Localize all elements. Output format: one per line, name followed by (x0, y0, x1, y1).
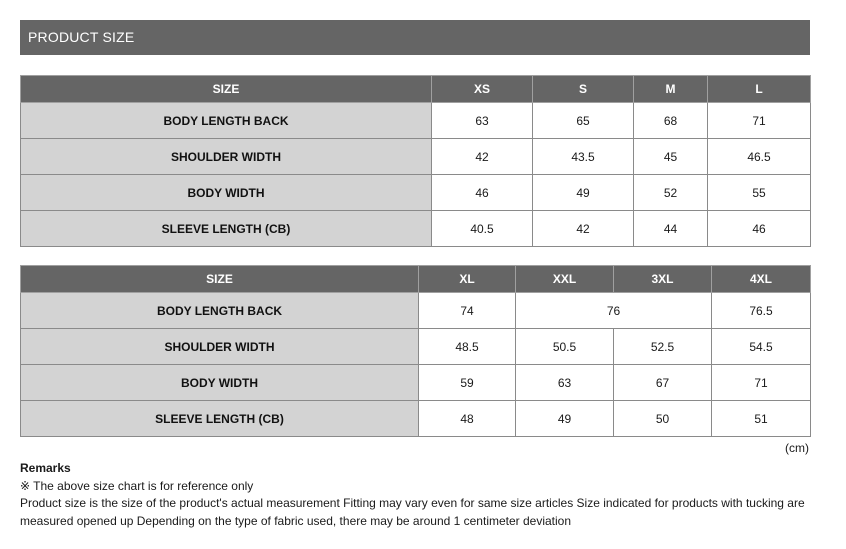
column-header-xxl: XXL (516, 266, 614, 293)
table-header-row (21, 266, 811, 293)
table-row (21, 329, 811, 365)
table-row (21, 401, 811, 437)
table-cell: 40.5 (432, 211, 533, 247)
table-cell: 59 (419, 365, 516, 401)
table-cell: 48.5 (419, 329, 516, 365)
table-cell: 49 (516, 401, 614, 437)
table-header-row (21, 76, 811, 103)
column-header-size: SIZE (21, 266, 419, 293)
column-header-xl: XL (419, 266, 516, 293)
remarks-title: Remarks (20, 461, 71, 475)
table-cell: 54.5 (712, 329, 811, 365)
table-cell: 50.5 (516, 329, 614, 365)
row-label: SHOULDER WIDTH (21, 139, 432, 175)
table-row (21, 103, 811, 139)
table-cell: 50 (614, 401, 712, 437)
size-table-xl-4xl (20, 265, 811, 437)
remarks-line: ※ The above size chart is for reference only (20, 478, 254, 493)
remarks-line: Product size is the size of the product's actual measurement Fitting may vary even for same size articles Size indicated for products with tucking are measured opened up Depending on the type of fabric used, there may be around 1 centimeter deviation (20, 496, 805, 528)
table-cell: 71 (712, 365, 811, 401)
column-header-4xl: 4XL (712, 266, 811, 293)
column-header-l: L (708, 76, 811, 103)
column-header-s: S (533, 76, 634, 103)
table-cell: 55 (708, 175, 811, 211)
row-label: BODY LENGTH BACK (21, 293, 419, 329)
table-row (21, 293, 811, 329)
row-label: BODY LENGTH BACK (21, 103, 432, 139)
table-row (21, 139, 811, 175)
table-cell: 43.5 (533, 139, 634, 175)
column-header-3xl: 3XL (614, 266, 712, 293)
column-header-xs: XS (432, 76, 533, 103)
row-label: BODY WIDTH (21, 365, 419, 401)
table-cell: 46 (708, 211, 811, 247)
unit-label: (cm) (785, 441, 809, 455)
table-cell: 74 (419, 293, 516, 329)
table-cell: 48 (419, 401, 516, 437)
column-header-size: SIZE (21, 76, 432, 103)
table-row (21, 365, 811, 401)
table-row (21, 175, 811, 211)
table-cell: 71 (708, 103, 811, 139)
row-label: SLEEVE LENGTH (CB) (21, 401, 419, 437)
remarks-section (20, 460, 820, 530)
table-cell: 46.5 (708, 139, 811, 175)
table-cell: 45 (634, 139, 708, 175)
table-cell: 51 (712, 401, 811, 437)
table-cell: 68 (634, 103, 708, 139)
table-cell: 49 (533, 175, 634, 211)
row-label: SLEEVE LENGTH (CB) (21, 211, 432, 247)
table-cell: 76.5 (712, 293, 811, 329)
table-cell: 52.5 (614, 329, 712, 365)
table-cell: 42 (432, 139, 533, 175)
row-label: BODY WIDTH (21, 175, 432, 211)
table-cell: 67 (614, 365, 712, 401)
table-cell: 63 (432, 103, 533, 139)
row-label: SHOULDER WIDTH (21, 329, 419, 365)
table-row (21, 211, 811, 247)
table-cell: 44 (634, 211, 708, 247)
table-cell: 65 (533, 103, 634, 139)
table-cell-merged: 76 (516, 293, 712, 329)
table-cell: 46 (432, 175, 533, 211)
table-cell: 52 (634, 175, 708, 211)
size-table-xs-l (20, 75, 811, 247)
table-cell: 63 (516, 365, 614, 401)
product-size-header: PRODUCT SIZE (20, 20, 810, 55)
table-cell: 42 (533, 211, 634, 247)
column-header-m: M (634, 76, 708, 103)
